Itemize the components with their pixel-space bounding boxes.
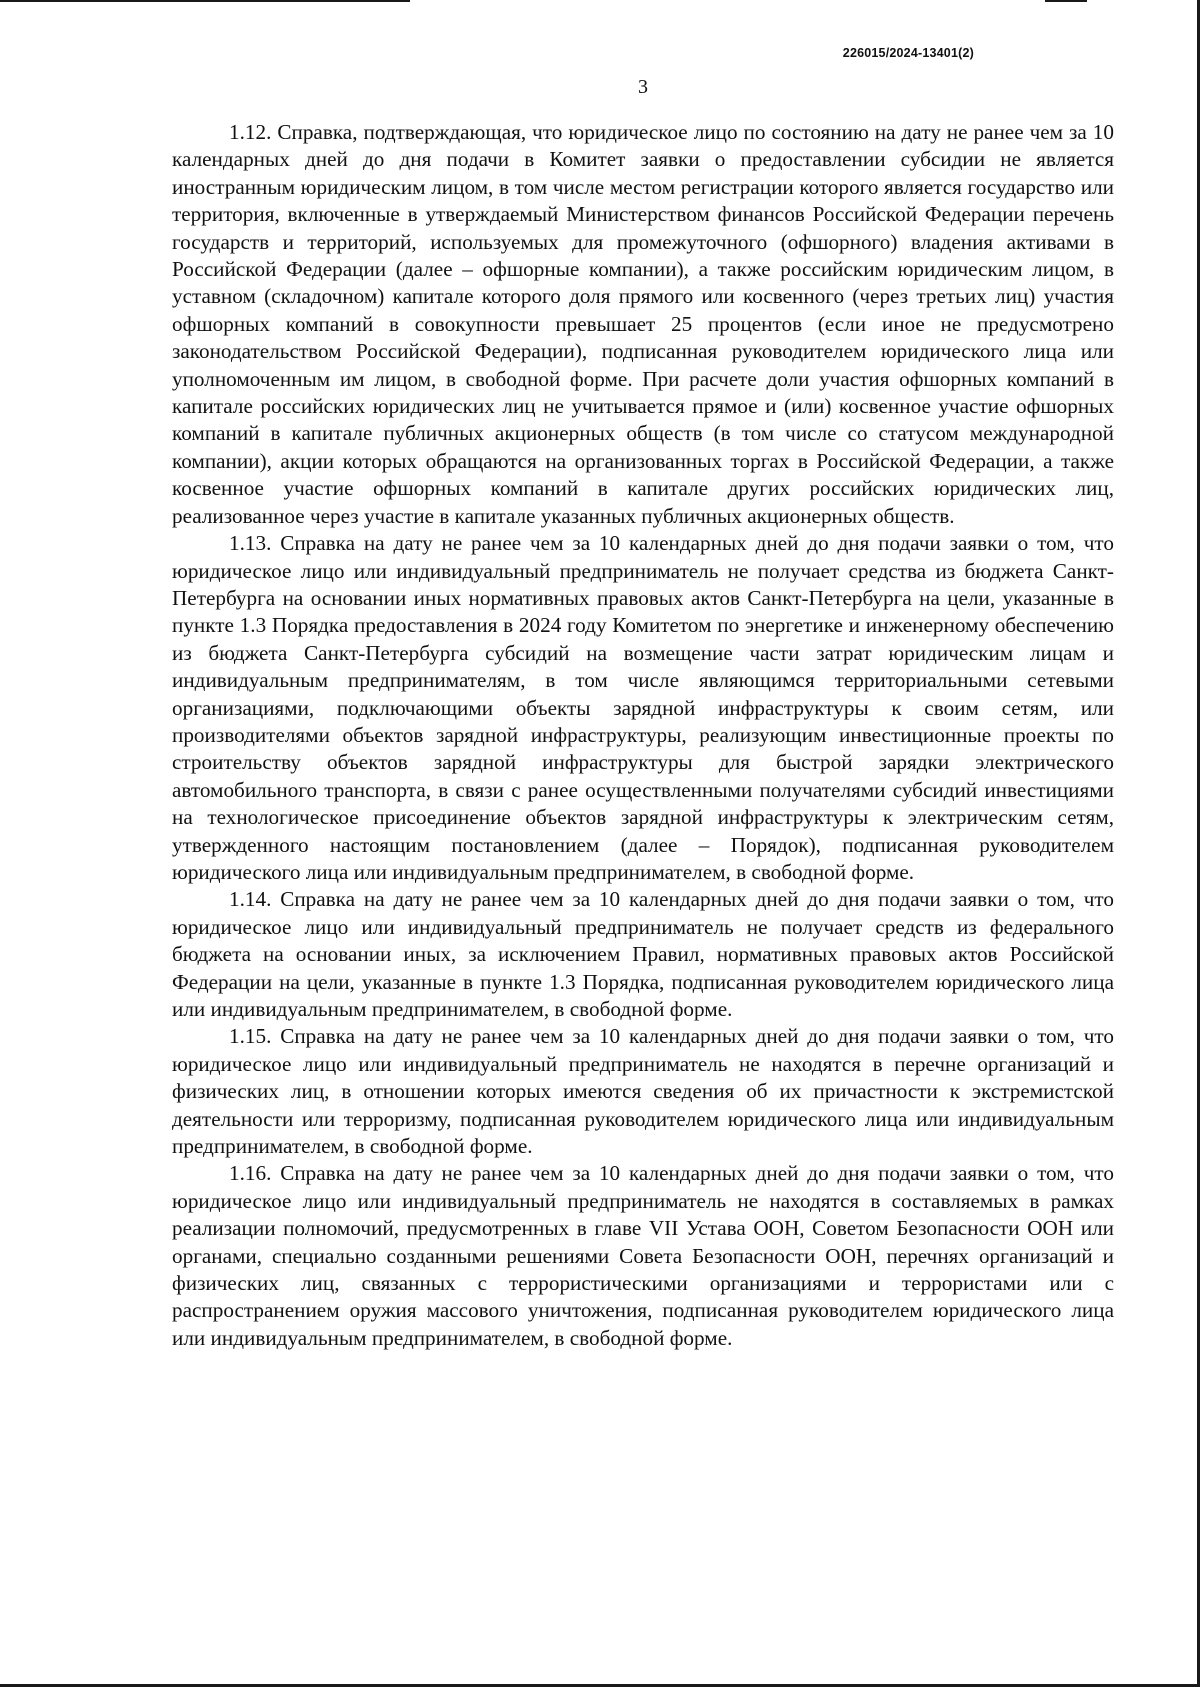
paragraph-1-12: 1.12. Справка, подтверждающая, что юридическое лицо по состоянию на дату не ранее чем за 10 календарных дней до дня подачи в Комитет заявки о предоставлении субсидии не является иностранным юридическим лицом, в том числе местом регистрации которого является государство или территория, включенные в утверждаемый Министерством финансов Российской Федерации перечень государств и территорий, используемых для промежуточного (офшорного) владения активами в Российской Федерации (далее – офшорные компании), а также российским юридическим лицом, в уставном (складочном) капитале которого доля прямого или косвенного (через третьих лиц) участия офшорных компаний в совокупности превышает 25 процентов (если иное не предусмотрено законодательством Российской Федерации), подписанная руководителем юридического лица или уполномоченным им лицом, в свободной форме. При расчете доли участия офшорных компаний в капитале российских юридических лиц не учитывается прямое и (или) косвенное участие офшорных компаний в капитале публичных акционерных обществ (в том числе со статусом международной компании), акции которых обращаются на организованных торгах в Российской Федерации, а также косвенное участие офшорных компаний в капитале других российских юридических лиц, реализованное через участие в капитале указанных публичных акционерных обществ. [172,120,1114,528]
paragraph-1-13: 1.13. Справка на дату не ранее чем за 10 календарных дней до дня подачи заявки о том, что юридическое лицо или индивидуальный предприниматель не получает средства из бюджета Санкт-Петербурга на основании иных нормативных правовых актов Санкт-Петербурга на цели, указанные в пункте 1.3 Порядка предоставления в 2024 году Комитетом по энергетике и инженерному обеспечению из бюджета Санкт-Петербурга субсидий на возмещение части затрат юридическим лицам и индивидуальным предпринимателям, в том числе являющимся территориальными сетевыми организациями, подключающими объекты зарядной инфраструктуры к своим сетям, или производителями объектов зарядной инфраструктуры, реализующим инвестиционные проекты по строительству объектов зарядной инфраструктуры для быстрой зарядки электрического автомобильного транспорта, в связи с ранее осуществленными получателями субсидий инвестициями на технологическое присоединение объектов зарядной инфраструктуры к электрическим сетям, утвержденного настоящим постановлением (далее – Порядок), подписанная руководителем юридического лица или индивидуальным предпринимателем, в свободной форме. [172,531,1114,884]
paragraph-1-16: 1.16. Справка на дату не ранее чем за 10 календарных дней до дня подачи заявки о том, что юридическое лицо или индивидуальный предприниматель не находятся в составляемых в рамках реализации полномочий, предусмотренных в главе VII Устава ООН, Советом Безопасности ООН или органами, специально созданными решениями Совета Безопасности ООН, перечнях организаций и физических лиц, связанных с террористическими организациями и террористами или с распространением оружия массового уничтожения, подписанная руководителем юридического лица или индивидуальным предпринимателем, в свободной форме. [172,1161,1114,1350]
paragraph-1-14: 1.14. Справка на дату не ранее чем за 10 календарных дней до дня подачи заявки о том, что юридическое лицо или индивидуальный предприниматель не получает средств из федерального бюджета на основании иных, за исключением Правил, нормативных правовых актов Российской Федерации на цели, указанные в пункте 1.3 Порядка, подписанная руководителем юридического лица или индивидуальным предпринимателем, в свободной форме. [172,887,1114,1021]
page-number: 3 [638,76,648,98]
scan-edge-top [0,0,410,2]
document-body [172,119,1114,1352]
scan-edge-top-right [1045,0,1087,2]
paragraph-1-15: 1.15. Справка на дату не ранее чем за 10 календарных дней до дня подачи заявки о том, что юридическое лицо или индивидуальный предприниматель не находятся в перечне организаций и физических лиц, в отношении которых имеются сведения об их причастности к экстремистской деятельности или терроризму, подписанная руководителем юридического лица или индивидуальным предпринимателем, в свободной форме. [172,1024,1114,1159]
document-registration-number: 226015/2024-13401(2) [842,46,974,60]
